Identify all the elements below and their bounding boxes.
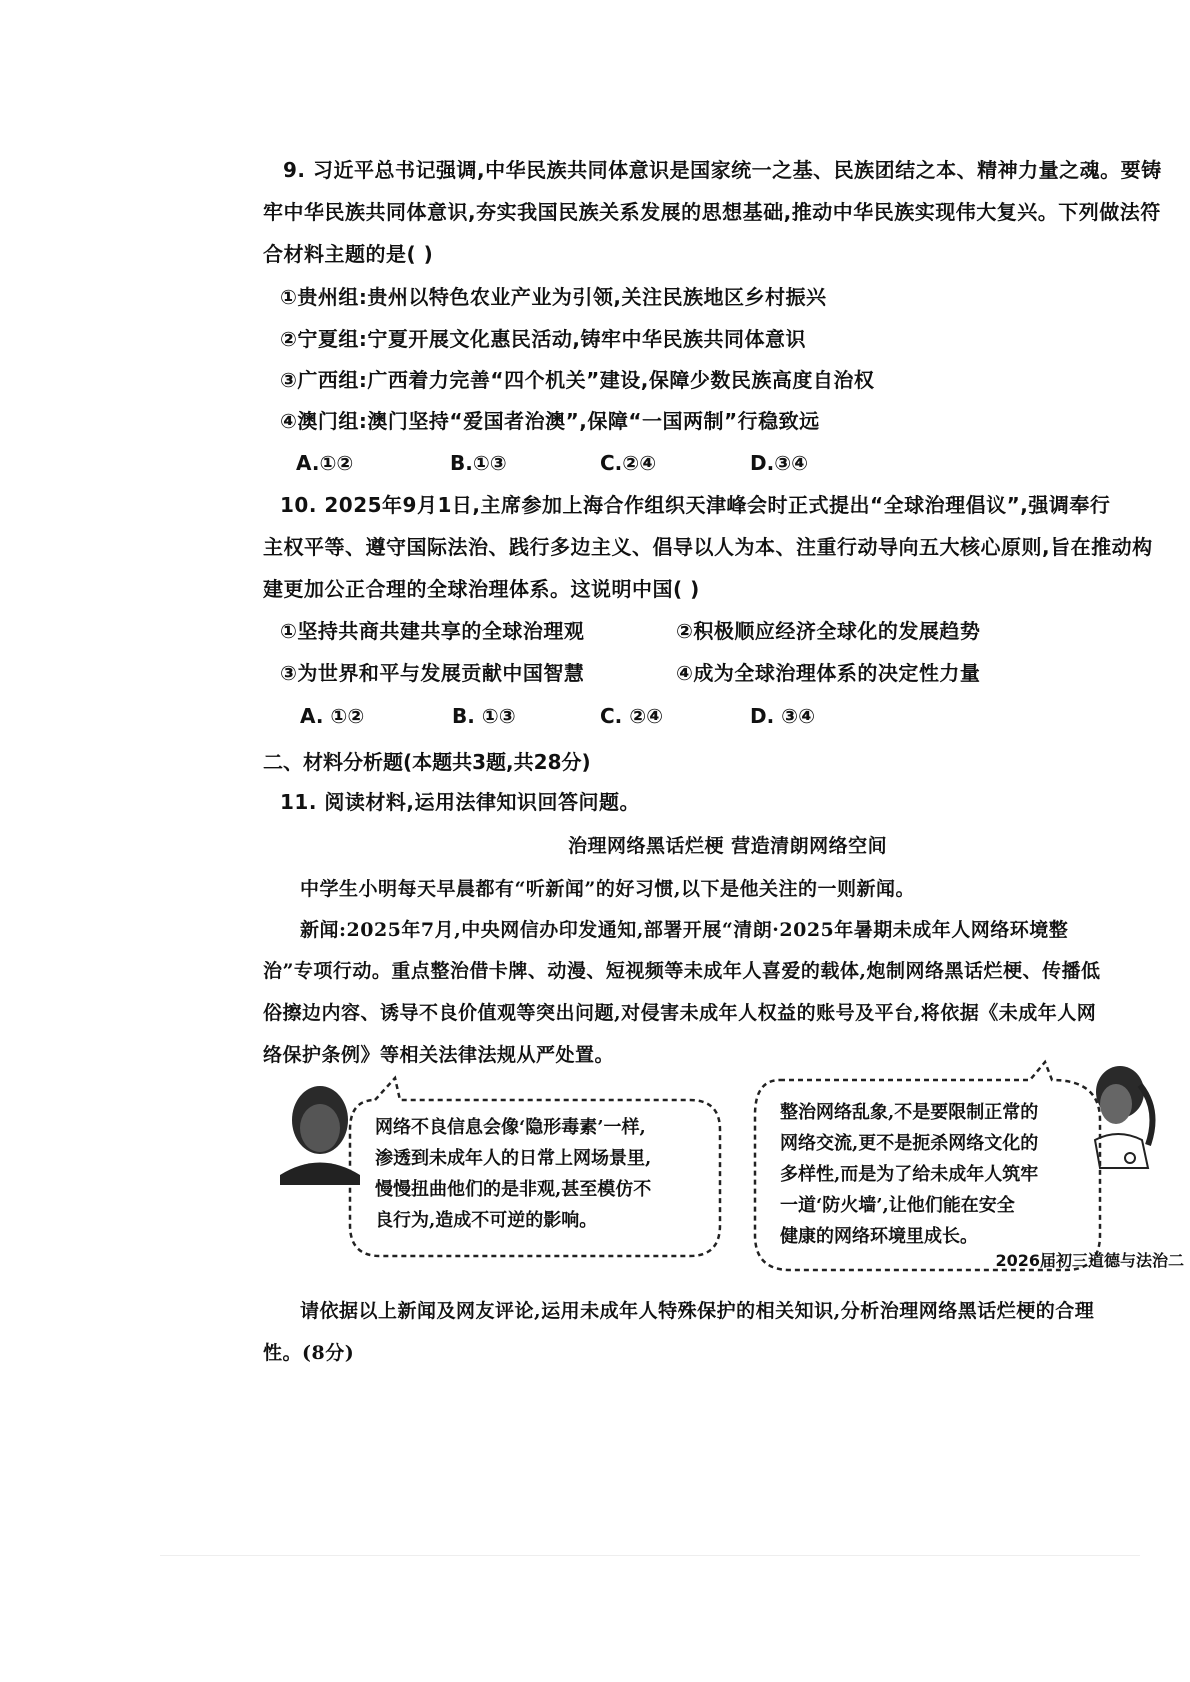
q9-item-4: ④澳门组:澳门坚持“爱国者治澳”,保障“一国两制”行稳致远: [280, 409, 820, 433]
q11-news-line-2: 治”专项行动。重点整治借卡牌、动漫、短视频等未成年人喜爱的载体,炮制网络黑话烂梗、传播低: [263, 960, 1101, 982]
q9-item-1: ①贵州组:贵州以特色农业产业为引领,关注民族地区乡村振兴: [280, 285, 827, 309]
left-comment-line-1: 网络不良信息会像‘隐形毒素’一样,: [375, 1117, 646, 1138]
scan-artifact-line: [160, 1555, 1140, 1556]
q9-item-2: ②宁夏组:宁夏开展文化惠民活动,铸牢中华民族共同体意识: [280, 327, 807, 351]
left-comment-line-4: 良行为,造成不可逆的影响。: [375, 1210, 598, 1231]
q11-news-line-4: 络保护条例》等相关法律法规从严处置。: [263, 1044, 615, 1066]
left-comment-line-3: 慢慢扭曲他们的是非观,甚至模仿不: [375, 1179, 652, 1200]
right-comment-line-3: 多样性,而是为了给未成年人筑牢: [780, 1164, 1039, 1185]
right-comment-line-5: 健康的网络环境里成长。: [780, 1226, 978, 1247]
q10-option-a: A. ①②: [300, 704, 365, 728]
q9-item-3: ③广西组:广西着力完善“四个机关”建设,保障少数民族高度自治权: [280, 368, 875, 392]
q10-option-d: D. ③④: [750, 704, 816, 728]
right-comment-line-2: 网络交流,更不是扼杀网络文化的: [780, 1133, 1039, 1154]
q11-news-line-1: 新闻:2025年7月,中央网信办印发通知,部署开展“清朗·2025年暑期未成年人网络环境整: [300, 919, 1069, 941]
left-comment-line-2: 渗透到未成年人的日常上网场景里,: [375, 1148, 652, 1169]
q10-option-c: C. ②④: [600, 704, 664, 728]
right-comment-line-1: 整治网络乱象,不是要限制正常的: [780, 1102, 1039, 1123]
q9-stem-line-2: 牢中华民族共同体意识,夯实我国民族关系发展的思想基础,推动中华民族实现伟大复兴。下列做法符: [263, 200, 1161, 224]
q9-stem-line-1: 9. 习近平总书记强调,中华民族共同体意识是国家统一之基、民族团结之本、精神力量之魂。要铸: [283, 158, 1162, 182]
girl-figure-icon: [1095, 1066, 1153, 1168]
q10-item-1: ①坚持共商共建共享的全球治理观: [280, 619, 585, 643]
q11-question-line-1: 请依据以上新闻及网友评论,运用未成年人特殊保护的相关知识,分析治理网络黑话烂梗的合理: [300, 1300, 1095, 1322]
q10-item-2: ②积极顺应经济全球化的发展趋势: [676, 619, 981, 643]
q9-stem-line-3: 合材料主题的是( ): [263, 242, 434, 266]
q9-option-a: A.①②: [296, 451, 354, 475]
q10-item-4: ④成为全球治理体系的决定性力量: [676, 661, 981, 685]
q11-news-line-3: 俗擦边内容、诱导不良价值观等突出问题,对侵害未成年人权益的账号及平台,将依据《未成年人网: [263, 1002, 1097, 1024]
section-2-heading: 二、材料分析题(本题共3题,共28分): [263, 750, 591, 774]
right-comment-line-4: 一道‘防火墙’,让他们能在安全: [780, 1195, 1015, 1216]
page-footer: 2026届初三道德与法治二: [995, 1251, 1184, 1270]
q11-intro-paragraph: 中学生小明每天早晨都有“听新闻”的好习惯,以下是他关注的一则新闻。: [300, 878, 915, 900]
q10-item-3: ③为世界和平与发展贡献中国智慧: [280, 661, 585, 685]
q9-option-b: B.①③: [450, 451, 507, 475]
q10-stem-line-2: 主权平等、遵守国际法治、践行多边主义、倡导以人为本、注重行动导向五大核心原则,旨在推动构: [263, 535, 1153, 559]
boy-figure-icon: [280, 1086, 360, 1185]
q10-stem-line-3: 建更加公正合理的全球治理体系。这说明中国( ): [263, 577, 700, 601]
q9-option-c: C.②④: [600, 451, 657, 475]
q10-option-b: B. ①③: [452, 704, 516, 728]
q10-stem-line-1: 10. 2025年9月1日,主席参加上海合作组织天津峰会时正式提出“全球治理倡议”,强调奉行: [280, 493, 1111, 517]
q11-material-title: 治理网络黑话烂梗 营造清朗网络空间: [568, 835, 888, 857]
q11-intro: 11. 阅读材料,运用法律知识回答问题。: [280, 790, 640, 814]
q9-option-d: D.③④: [750, 451, 809, 475]
q11-question-line-2: 性。(8分): [263, 1342, 355, 1364]
